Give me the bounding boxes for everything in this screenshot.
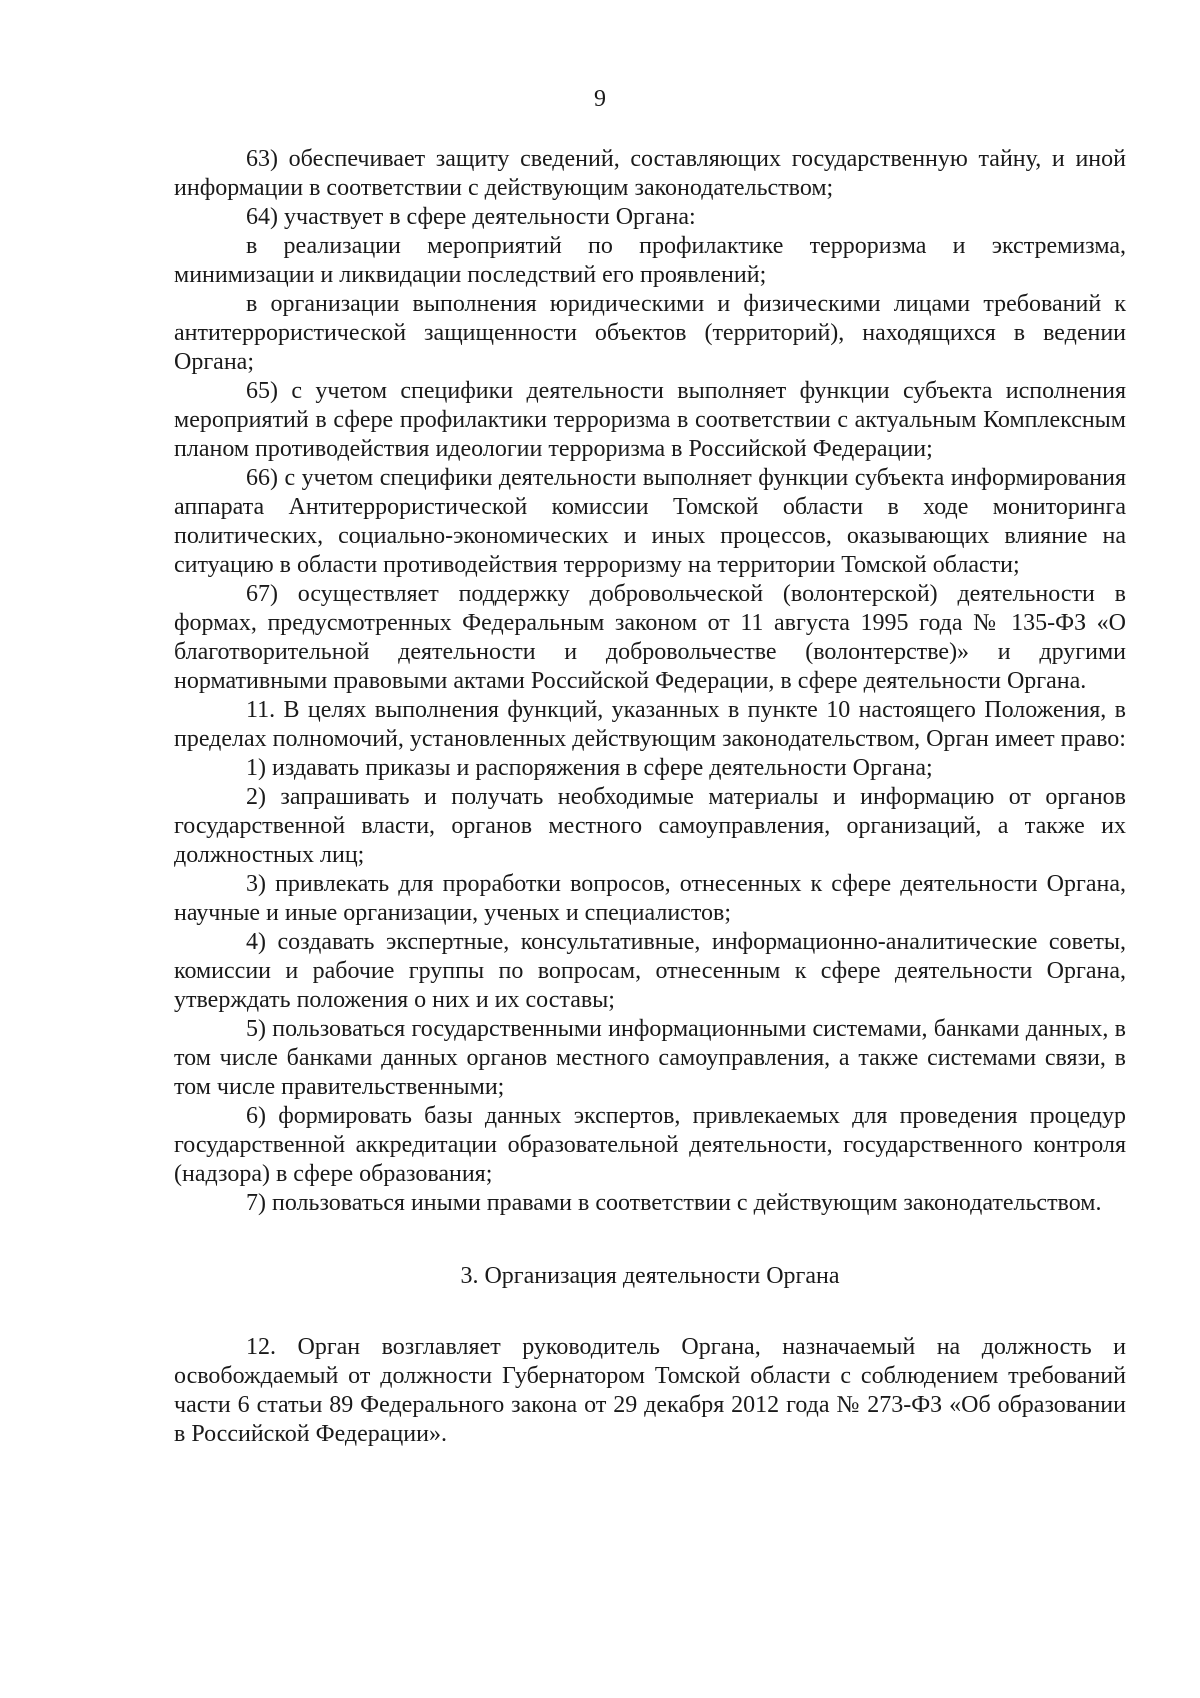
clause-11-item-4: 4) создавать экспертные, консультативные, информационно-аналитические советы, комиссии и рабочие группы по вопросам, отнесенным к сфере деятельности Органа, утверждать положения о них и их составы;	[174, 929, 1126, 1013]
paragraph-64-item-terrorism-prevention: в реализации мероприятий по профилактике терроризма и экстремизма, минимизации и ликвидации последствий его проявлений;	[174, 233, 1126, 288]
paragraph-63: 63) обеспечивает защиту сведений, составляющих государственную тайну, и иной информации в соответствии с действующим законодательством;	[174, 146, 1126, 201]
clause-11-item-7: 7) пользоваться иными правами в соответствии с действующим законодательством.	[246, 1190, 1102, 1216]
section-heading: 3. Организация деятельности Органа	[460, 1263, 840, 1289]
clause-11: 11. В целях выполнения функций, указанных в пункте 10 настоящего Положения, в пределах полномочий, установленных действующим законодательством, Орган имеет право:	[174, 697, 1126, 752]
clause-11-item-1: 1) издавать приказы и распоряжения в сфере деятельности Органа;	[246, 755, 933, 781]
paragraph-64: 64) участвует в сфере деятельности Органа:	[246, 204, 696, 230]
document-body	[174, 145, 1126, 1449]
clause-11-item-3: 3) привлекать для проработки вопросов, отнесенных к сфере деятельности Органа, научные и иные организации, ученых и специалистов;	[174, 871, 1126, 926]
clause-12: 12. Орган возглавляет руководитель Органа, назначаемый на должность и освобождаемый от должности Губернатором Томской области с соблюдением требований части 6 статьи 89 Федерального закона от 29 декабря 2012 года № 273-ФЗ «Об образовании в Российской Федерации».	[174, 1334, 1126, 1447]
clause-11-item-2: 2) запрашивать и получать необходимые материалы и информацию от органов государственной власти, органов местного самоуправления, организаций, а также их должностных лиц;	[174, 784, 1126, 868]
paragraph-66: 66) с учетом специфики деятельности выполняет функции субъекта информирования аппарата Антитеррористической комиссии Томской области в ходе мониторинга политических, социально-экономических и иных процессов, оказывающих влияние на ситуацию в области противодействия терроризму на территории Томской области;	[174, 465, 1126, 578]
clause-11-item-6: 6) формировать базы данных экспертов, привлекаемых для проведения процедур государственной аккредитации образовательной деятельности, государственного контроля (надзора) в сфере образования;	[174, 1103, 1126, 1187]
paragraph-64-item-antiterror-protection: в организации выполнения юридическими и физическими лицами требований к антитеррористической защищенности объектов (территорий), находящихся в ведении Органа;	[174, 291, 1126, 375]
paragraph-67: 67) осуществляет поддержку добровольческой (волонтерской) деятельности в формах, предусмотренных Федеральным законом от 11 августа 1995 года № 135-ФЗ «О благотворительной деятельности и добровольчестве (волонтерстве)» и другими нормативными правовыми актами Российской Федерации, в сфере деятельности Органа.	[174, 581, 1126, 694]
page-number: 9	[594, 86, 606, 112]
paragraph-65: 65) с учетом специфики деятельности выполняет функции субъекта исполнения мероприятий в сфере профилактики терроризма в соответствии с актуальным Комплексным планом противодействия идеологии терроризма в Российской Федерации;	[174, 378, 1126, 462]
clause-11-item-5: 5) пользоваться государственными информационными системами, банками данных, в том числе банками данных органов местного самоуправления, а также системами связи, в том числе правительственными;	[174, 1016, 1126, 1100]
